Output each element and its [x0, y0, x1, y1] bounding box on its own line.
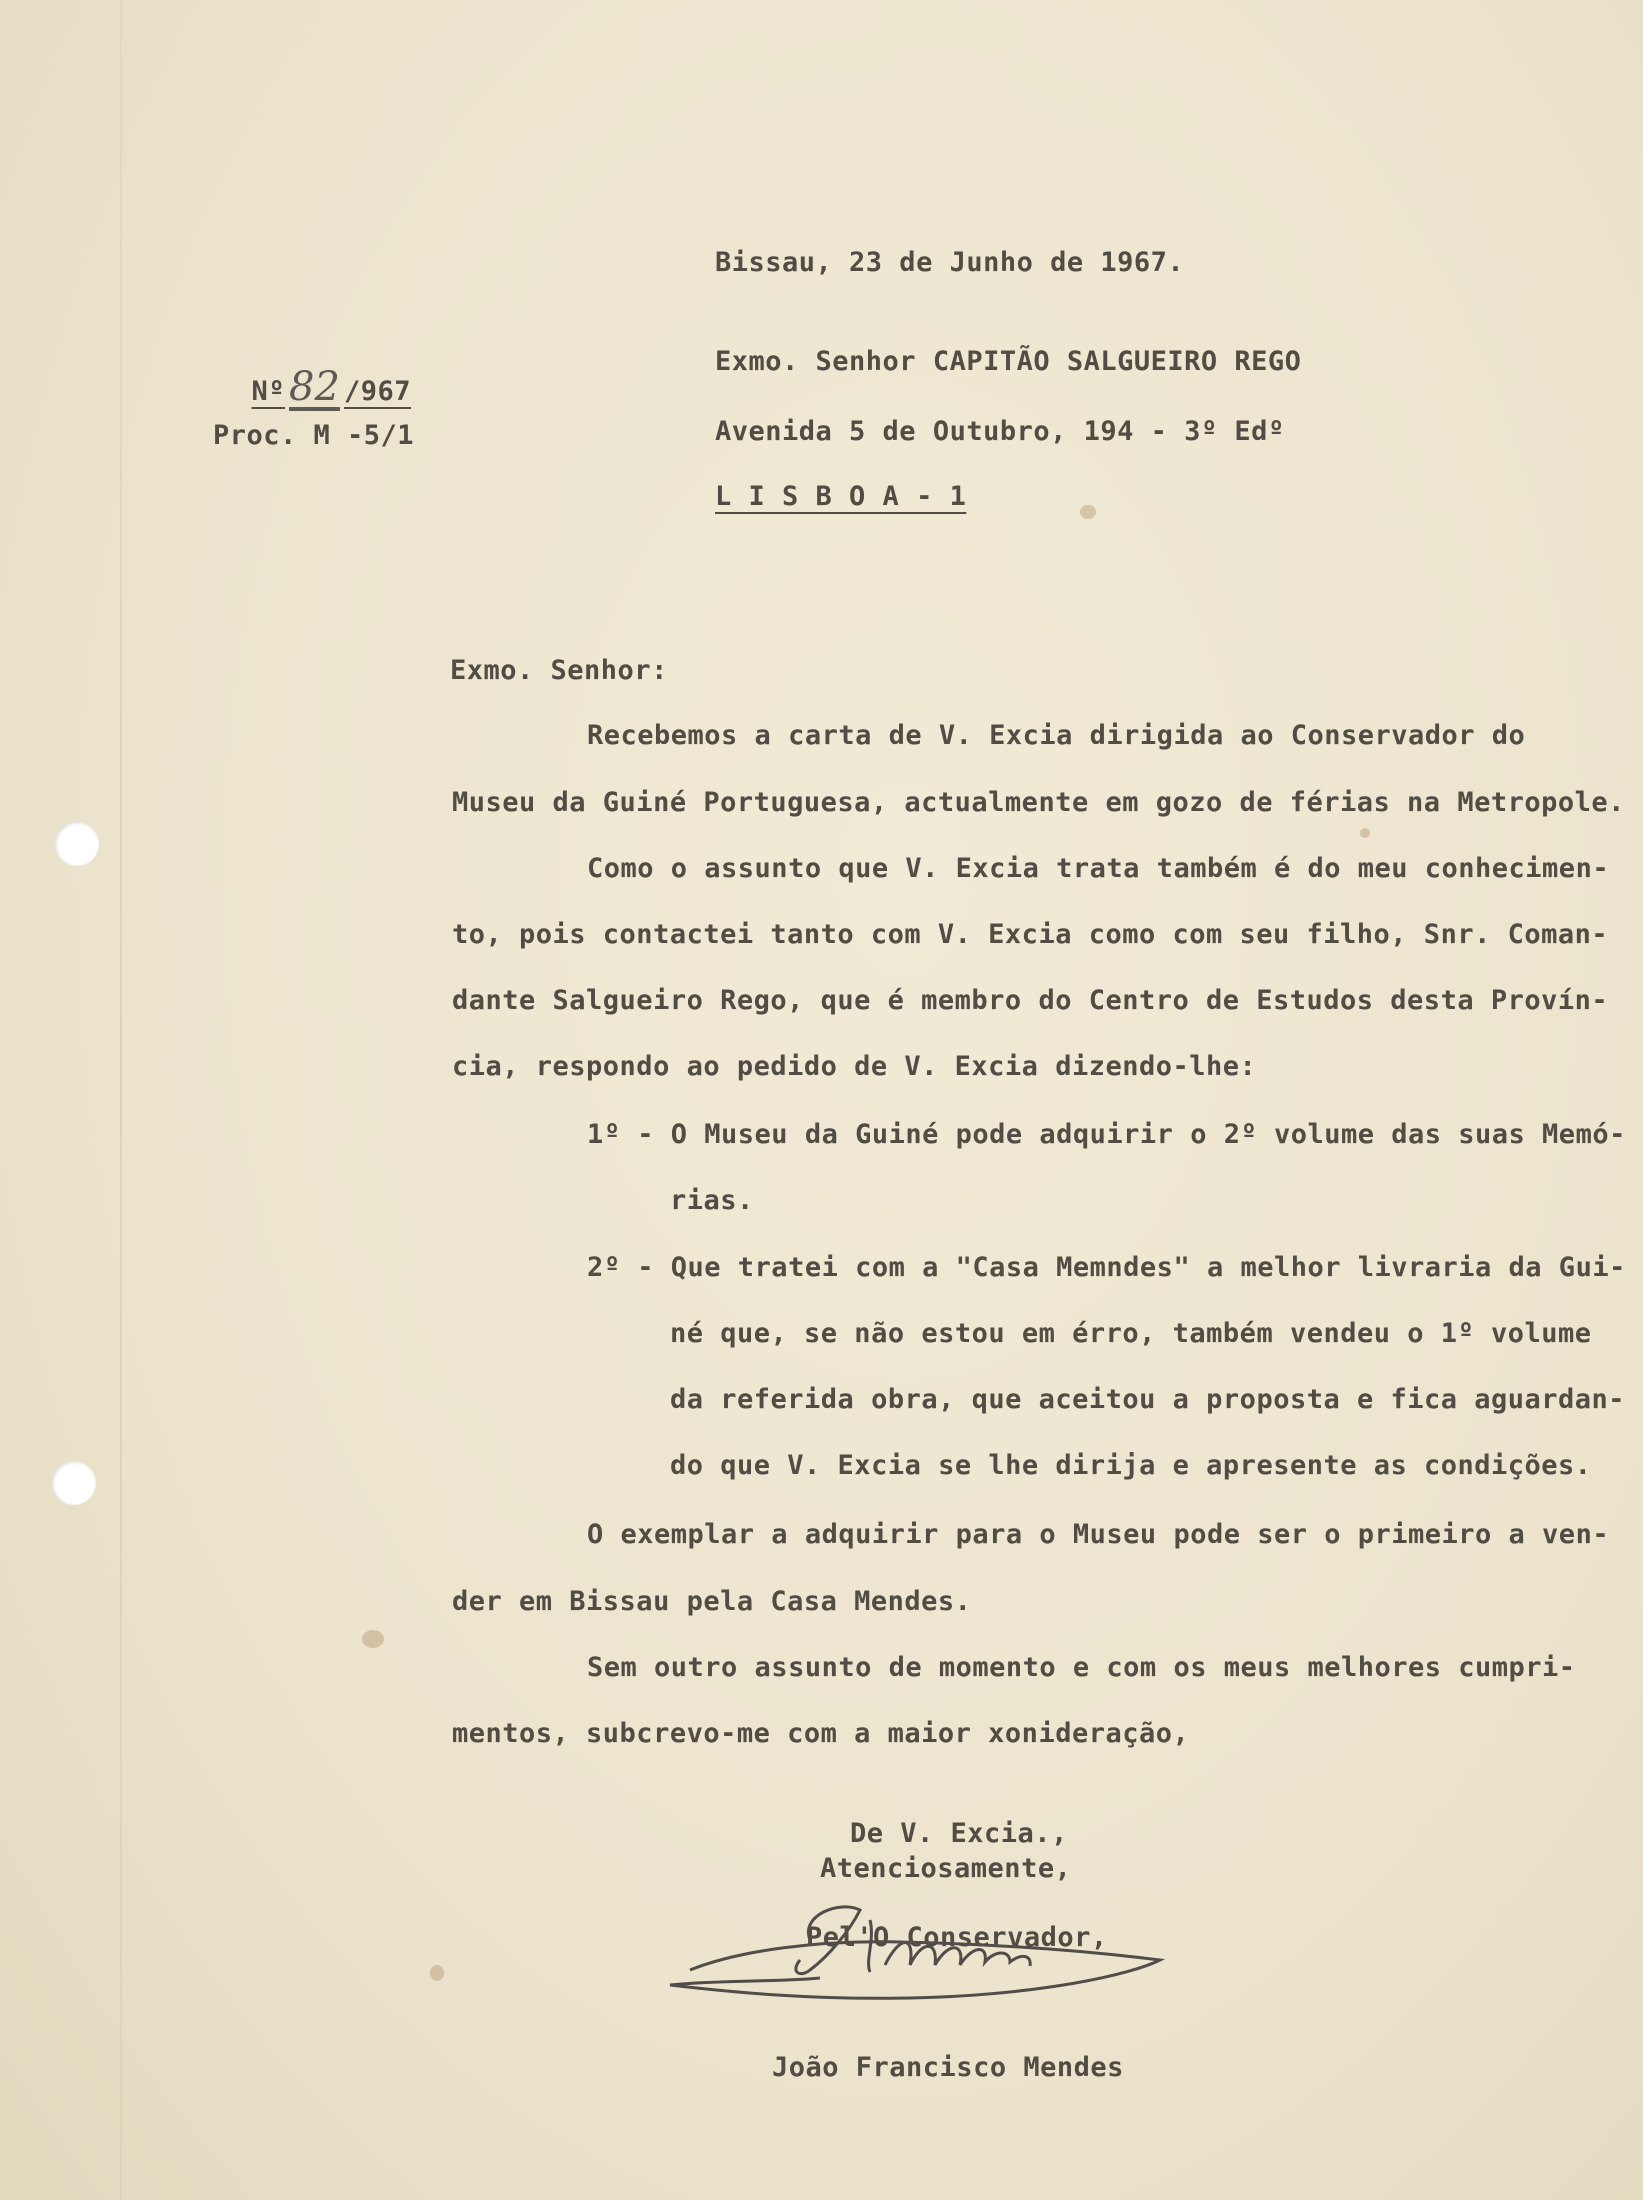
- body-line: Museu da Guiné Portuguesa, actualmente em gozo de férias na Metropole.: [452, 787, 1625, 818]
- list-item-2-continuation: da referida obra, que aceitou a proposta e fica aguardan-: [670, 1384, 1626, 1415]
- body-line: Como o assunto que V. Excia trata também é do meu conhecimen-: [587, 853, 1610, 884]
- body-line: Recebemos a carta de V. Excia dirigida ao Conservador do: [587, 720, 1526, 751]
- reference-number-suffix: /967: [343, 376, 411, 407]
- recipient-address: Avenida 5 de Outubro, 194 - 3º Edº: [715, 416, 1285, 447]
- list-item-1: 1º - O Museu da Guiné pode adquirir o 2º volume das suas Memó-: [587, 1119, 1626, 1150]
- punch-hole-top: [55, 822, 99, 866]
- closing-line: Pel'O Conservador,: [806, 1922, 1108, 1953]
- body-line: mentos, subcrevo-me com a maior xonideração,: [452, 1718, 1190, 1749]
- stain-spot: [1080, 505, 1096, 519]
- list-item-2-continuation: do que V. Excia se lhe dirija e apresente as condições.: [670, 1450, 1592, 1481]
- punch-hole-bottom: [52, 1461, 96, 1505]
- body-line: to, pois contactei tanto com V. Excia como com seu filho, Snr. Coman-: [452, 919, 1609, 950]
- recipient-name: Exmo. Senhor CAPITÃO SALGUEIRO REGO: [715, 346, 1302, 377]
- closing-line: Atenciosamente,: [820, 1853, 1072, 1884]
- body-line: Sem outro assunto de momento e com os meus melhores cumpri-: [587, 1652, 1576, 1683]
- signatory-name: João Francisco Mendes: [772, 2052, 1124, 2083]
- recipient-city: L I S B O A - 1: [715, 481, 967, 512]
- reference-number: [213, 345, 411, 429]
- stain-spot: [430, 1965, 444, 1981]
- body-line: dante Salgueiro Rego, que é membro do Centro de Estudos desta Provín-: [452, 985, 1609, 1016]
- handwritten-signature: [660, 1880, 1180, 2030]
- stain-spot: [362, 1630, 384, 1648]
- reference-number-handwritten: 82: [289, 364, 340, 410]
- date-line: Bissau, 23 de Junho de 1967.: [715, 247, 1185, 278]
- stain-spot: [1360, 828, 1370, 838]
- salutation: Exmo. Senhor:: [450, 655, 668, 686]
- list-item-2: 2º - Que tratei com a "Casa Memndes" a melhor livraria da Gui-: [587, 1252, 1626, 1283]
- process-reference: Proc. M -5/1: [213, 420, 415, 451]
- fold-line: [120, 0, 122, 2200]
- list-item-1-continuation: rias.: [670, 1185, 754, 1216]
- body-line: der em Bissau pela Casa Mendes.: [452, 1586, 972, 1617]
- reference-number-prefix: Nº: [251, 376, 286, 407]
- body-line: O exemplar a adquirir para o Museu pode ser o primeiro a ven-: [587, 1519, 1610, 1550]
- body-line: cia, respondo ao pedido de V. Excia dizendo-lhe:: [452, 1051, 1257, 1082]
- list-item-2-continuation: né que, se não estou em érro, também vendeu o 1º volume: [670, 1318, 1592, 1349]
- closing-line: De V. Excia.,: [850, 1818, 1068, 1849]
